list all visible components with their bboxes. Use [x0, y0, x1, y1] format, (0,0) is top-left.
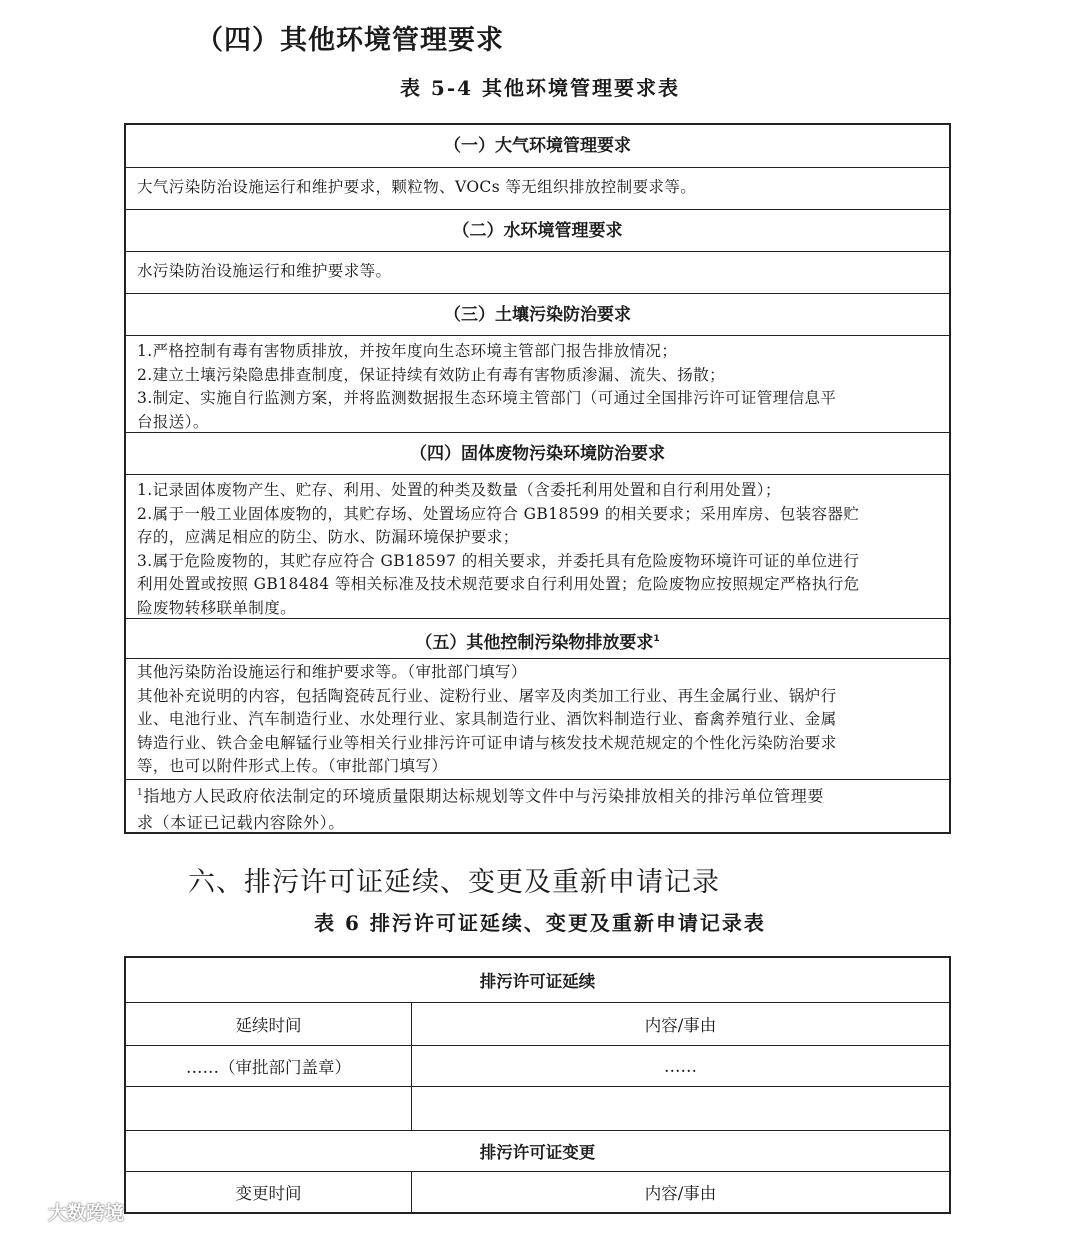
text-line: 其他污染防治设施运行和维护要求等。（审批部门填写） [137, 663, 527, 681]
table-cell [412, 1087, 949, 1130]
watermark-text: 大数跨境 [48, 1202, 125, 1224]
table-footnote: $^1$指地方人民政府依法制定的环境质量限期达标规划等文件中与污染排放相关的排污单位管理要 求（本证已记载内容除外）。 [137, 786, 824, 833]
text-line: 等，也可以附件形式上传。（审批部门填写） [137, 757, 448, 775]
table-5-4 [124, 123, 951, 834]
table-6 [124, 956, 951, 1214]
table-section-body [126, 475, 949, 619]
text-line: 存的，应满足相应的防尘、防水、防漏环境保护要求； [137, 528, 519, 546]
text-line: 2.建立土壤污染隐患排查制度，保证持续有效防止有毒有害物质渗漏、流失、扬散； [137, 365, 725, 384]
table-row [126, 1087, 949, 1131]
column-header: 内容/事由 [644, 1016, 717, 1035]
text-line: 3.属于危险废物的，其贮存应符合 GB18597 的相关要求，并委托具有危险废物环境许可证的单位进行 [137, 551, 860, 570]
table-section-heading: 排污许可证延续 [126, 958, 949, 1003]
text-line: 水污染防治设施运行和维护要求等。 [137, 262, 392, 280]
table-section-heading: 排污许可证变更 [126, 1131, 949, 1172]
text-line: 2.属于一般工业固体废物的，其贮存场、处置场应符合 GB18599 的相关要求；采用库房、包装容器贮 [137, 504, 860, 523]
table-cell: ……（审批部门盖章） [126, 1046, 412, 1086]
text-line: 业、电池行业、汽车制造行业、水处理行业、家具制造行业、酒饮料制造行业、畜禽养殖行业、金属 [137, 710, 837, 728]
table-section-body [126, 336, 949, 433]
column-header: 内容/事由 [644, 1184, 717, 1203]
table-caption: 表 6 排污许可证延续、变更及重新申请记录表 [314, 911, 766, 935]
text-line: 其他补充说明的内容，包括陶瓷砖瓦行业、淀粉行业、屠宰及肉类加工行业、再生金属行业、锅炉行 [137, 686, 837, 705]
table-section-heading: （二）水环境管理要求 [126, 210, 949, 252]
section-title: （四）其他环境管理要求 [196, 25, 504, 56]
text-line: 险废物转移联单制度。 [137, 598, 297, 617]
table-section-body [126, 659, 949, 780]
table-header-row [126, 1172, 949, 1212]
table-section-body [126, 252, 949, 294]
table-section-body [126, 168, 949, 210]
wechat-logo-icon [8, 1199, 42, 1225]
text-line: 大气污染防治设施运行和维护要求，颗粒物、VOCs 等无组织排放控制要求等。 [137, 178, 697, 196]
text-line: 1.记录固体废物产生、贮存、利用、处置的种类及数量（含委托利用处置和自行利用处置）； [137, 481, 781, 499]
text-line: 1.严格控制有毒有害物质排放，并按年度向生态环境主管部门报告排放情况； [137, 342, 678, 360]
table-section-heading: （三）土壤污染防治要求 [126, 294, 949, 336]
watermark [8, 1198, 124, 1225]
text-line: 利用处置或按照 GB18484 等相关标准及技术规范要求自行利用处置；危险废物应按照规定严格执行危 [137, 575, 860, 593]
table-section-heading: （一）大气环境管理要求 [126, 125, 949, 168]
footnote-marker: 1 [653, 634, 660, 644]
table-section-heading: （五）其他控制污染物排放要求$^1$ [126, 619, 949, 659]
column-header: 变更时间 [126, 1172, 412, 1212]
table-header-row [126, 1003, 949, 1046]
table-cell [126, 1087, 412, 1130]
text-line: 台报送）。 [137, 412, 209, 431]
table-section-heading: （四）固体废物污染环境防治要求 [126, 433, 949, 475]
table-cell: …… [664, 1056, 697, 1076]
table-row [126, 1046, 949, 1087]
section-title: 六、排污许可证延续、变更及重新申请记录 [188, 867, 720, 898]
footnote-marker: 1 [137, 788, 144, 798]
text-line: 3.制定、实施自行监测方案，并将监测数据报生态环境主管部门（可通过全国排污许可证管理信息平 [137, 389, 837, 407]
column-header: 延续时间 [126, 1003, 412, 1045]
text-line: 铸造行业、铁合金电解锰行业等相关行业排污许可证申请与核发技术规范规定的个性化污染防治要求 [137, 733, 837, 752]
table-caption: 表 5-4 其他环境管理要求表 [399, 76, 681, 100]
